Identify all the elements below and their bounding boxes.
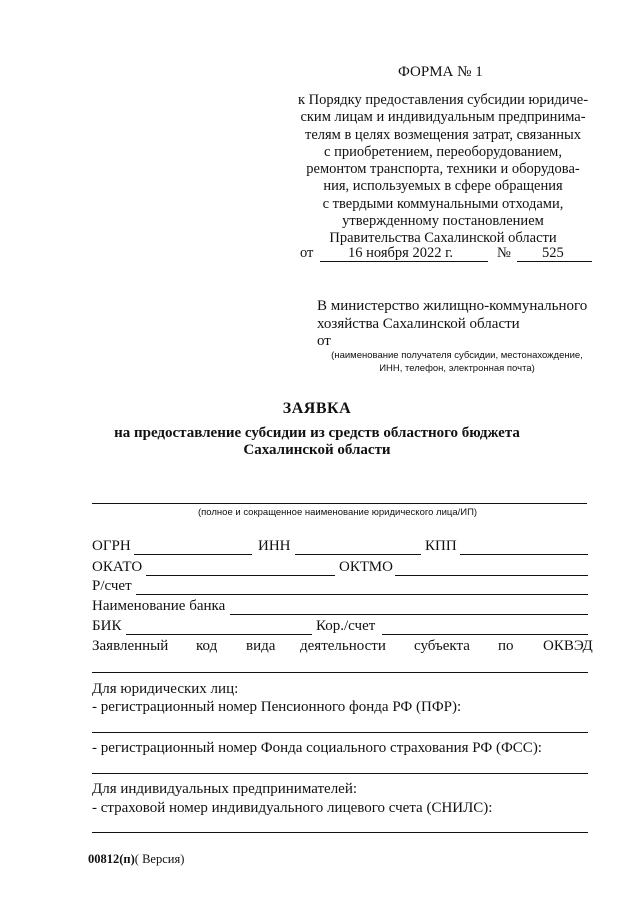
- order-reference: [280, 92, 606, 248]
- okved-word: субъекта: [414, 638, 470, 654]
- kpp-label: КПП: [425, 538, 457, 554]
- bank-label: Наименование банка: [92, 598, 226, 614]
- order-line: утвержденному постановлением: [342, 213, 544, 230]
- order-line: Правительства Сахалинской области: [329, 230, 557, 247]
- snils-field[interactable]: [92, 832, 588, 833]
- order-line: с твердыми коммунальными отходами,: [322, 195, 564, 212]
- order-line: с приобретением, переоборудованием,: [324, 143, 562, 160]
- okved-word: по: [498, 638, 514, 654]
- okato-field[interactable]: [146, 575, 335, 576]
- document-version: ( Версия): [134, 852, 185, 866]
- document-code-number: 00812(п): [88, 852, 135, 866]
- okved-word: деятельности: [300, 638, 386, 654]
- document-subtitle: Сахалинской области: [243, 442, 391, 458]
- order-line: ния, используемых в сфере обращения: [323, 178, 563, 195]
- fss-label: - регистрационный номер Фонда социального страхования РФ (ФСС):: [92, 740, 542, 756]
- corr-account-label: Кор./счет: [316, 618, 376, 634]
- fss-field[interactable]: [92, 773, 588, 774]
- order-line: к Порядку предоставления субсидии юридиче-: [297, 92, 589, 108]
- account-field[interactable]: [136, 594, 588, 595]
- document-subtitle: на предоставление субсидии из средств областного бюджета: [114, 425, 520, 441]
- okato-label: ОКАТО: [92, 559, 143, 575]
- applicant-name-field[interactable]: [92, 503, 587, 504]
- inn-label: ИНН: [258, 538, 291, 554]
- kpp-field[interactable]: [460, 554, 588, 555]
- inn-field[interactable]: [295, 554, 421, 555]
- oktmo-field[interactable]: [395, 575, 588, 576]
- addressee-line: хозяйства Сахалинской области: [317, 315, 520, 332]
- okved-word: Заявленный: [92, 638, 169, 654]
- okved-word: ОКВЭД: [543, 638, 593, 654]
- okved-word: вида: [246, 638, 276, 654]
- applicant-hint-line: ИНН, телефон, электронная почта): [379, 362, 535, 374]
- addressee-line: В министерство жилищно-коммунального: [317, 298, 588, 314]
- document-title: ЗАЯВКА: [282, 400, 352, 417]
- addressee-block: [317, 298, 587, 351]
- applicant-hint: [318, 350, 596, 375]
- resolution-from-label: от: [300, 245, 314, 261]
- account-label: Р/счет: [92, 578, 132, 594]
- pfr-label: - регистрационный номер Пенсионного фонда РФ (ПФР):: [92, 699, 462, 715]
- resolution-number-label: №: [497, 245, 511, 261]
- resolution-date: 16 ноября 2022 г.: [348, 245, 454, 261]
- corr-account-field[interactable]: [382, 634, 588, 635]
- order-line: ремонтом транспорта, техники и оборудова-: [306, 161, 580, 178]
- okved-word: код: [196, 638, 218, 654]
- bik-label: БИК: [92, 618, 122, 634]
- applicant-hint-line: (наименование получателя субсидии, местонахождение,: [331, 350, 583, 361]
- pfr-field[interactable]: [92, 732, 588, 733]
- bank-field[interactable]: [230, 614, 588, 615]
- form-number: ФОРМА № 1: [398, 64, 483, 80]
- oktmo-label: ОКТМО: [339, 559, 393, 575]
- document-code: [88, 852, 184, 867]
- applicant-name-hint: (полное и сокращенное наименование юридического лица/ИП): [198, 507, 478, 518]
- ogrn-label: ОГРН: [92, 538, 131, 554]
- snils-label: - страховой номер индивидуального лицевого счета (СНИЛС):: [92, 800, 493, 816]
- bik-field[interactable]: [126, 634, 312, 635]
- okved-field[interactable]: [92, 672, 588, 673]
- order-line: ским лицам и индивидуальным предпринима-: [300, 109, 586, 126]
- ogrn-field[interactable]: [134, 554, 252, 555]
- order-line: телям в целях возмещения затрат, связанных: [304, 126, 582, 143]
- addressee-from-label: от: [317, 333, 331, 349]
- individual-entrepreneurs-heading: Для индивидуальных предпринимателей:: [92, 781, 358, 797]
- resolution-number: 525: [542, 245, 564, 261]
- legal-entities-heading: Для юридических лиц:: [92, 681, 239, 697]
